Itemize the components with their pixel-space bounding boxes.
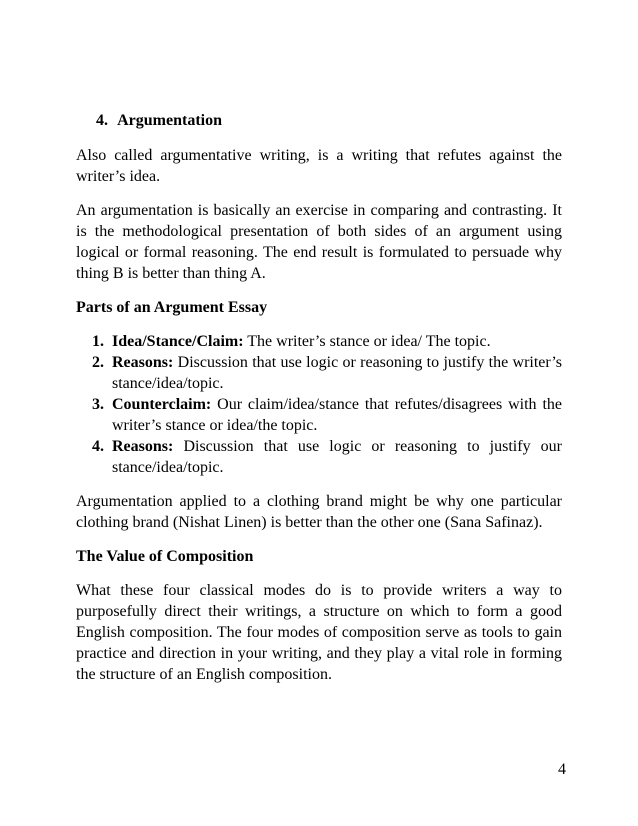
list-item-text: The writer’s stance or idea/ The topic. (243, 333, 491, 350)
section-title: Argumentation (117, 112, 223, 129)
list-item-number: 2. (92, 354, 104, 371)
parts-heading: Parts of an Argument Essay (76, 299, 268, 316)
list-item-number: 3. (92, 396, 104, 413)
composition-paragraph: What these four classical modes do is to provide writers a way to purposefully direct their writings, a structure on which to form a good English composition. The four modes of composition serve as tools to gain practice and direction in your writing, and they play a vital role in forming the structure of an English composition. (76, 582, 562, 683)
list-item-text: Discussion that use logic or reasoning to justify the writer’s stance/idea/topic. (112, 354, 562, 392)
composition-heading: The Value of Composition (76, 548, 254, 565)
list-item (76, 394, 562, 436)
list-item (76, 331, 562, 352)
list-item-term: Counterclaim: (112, 396, 212, 413)
section-heading (96, 110, 562, 131)
section-number: 4. (96, 112, 108, 129)
list-item-text: Our claim/idea/stance that refutes/disagrees with the writer’s stance or idea/the topic. (112, 396, 562, 434)
list-item-number: 4. (92, 438, 104, 455)
list-item-term: Reasons: (112, 438, 174, 455)
list-item-term: Idea/Stance/Claim: (112, 333, 244, 350)
parts-list (76, 331, 562, 478)
list-item-number: 1. (92, 333, 104, 350)
definition-paragraph: An argumentation is basically an exercise in comparing and contrasting. It is the methodological presentation of both sides of an argument using logical or formal reasoning. The end result is formulated to persuade why thing B is better than thing A. (76, 202, 562, 282)
example-paragraph: Argumentation applied to a clothing brand might be why one particular clothing brand (Nishat Linen) is better than the other one (Sana Safinaz). (76, 493, 562, 531)
list-item (76, 436, 562, 478)
page-content (76, 110, 562, 698)
list-item-text: Discussion that use logic or reasoning to justify our stance/idea/topic. (112, 438, 562, 476)
list-item-term: Reasons: (112, 354, 174, 371)
page-number: 4 (558, 761, 566, 778)
intro-paragraph: Also called argumentative writing, is a writing that refutes against the writer’s idea. (76, 147, 562, 185)
list-item (76, 352, 562, 394)
